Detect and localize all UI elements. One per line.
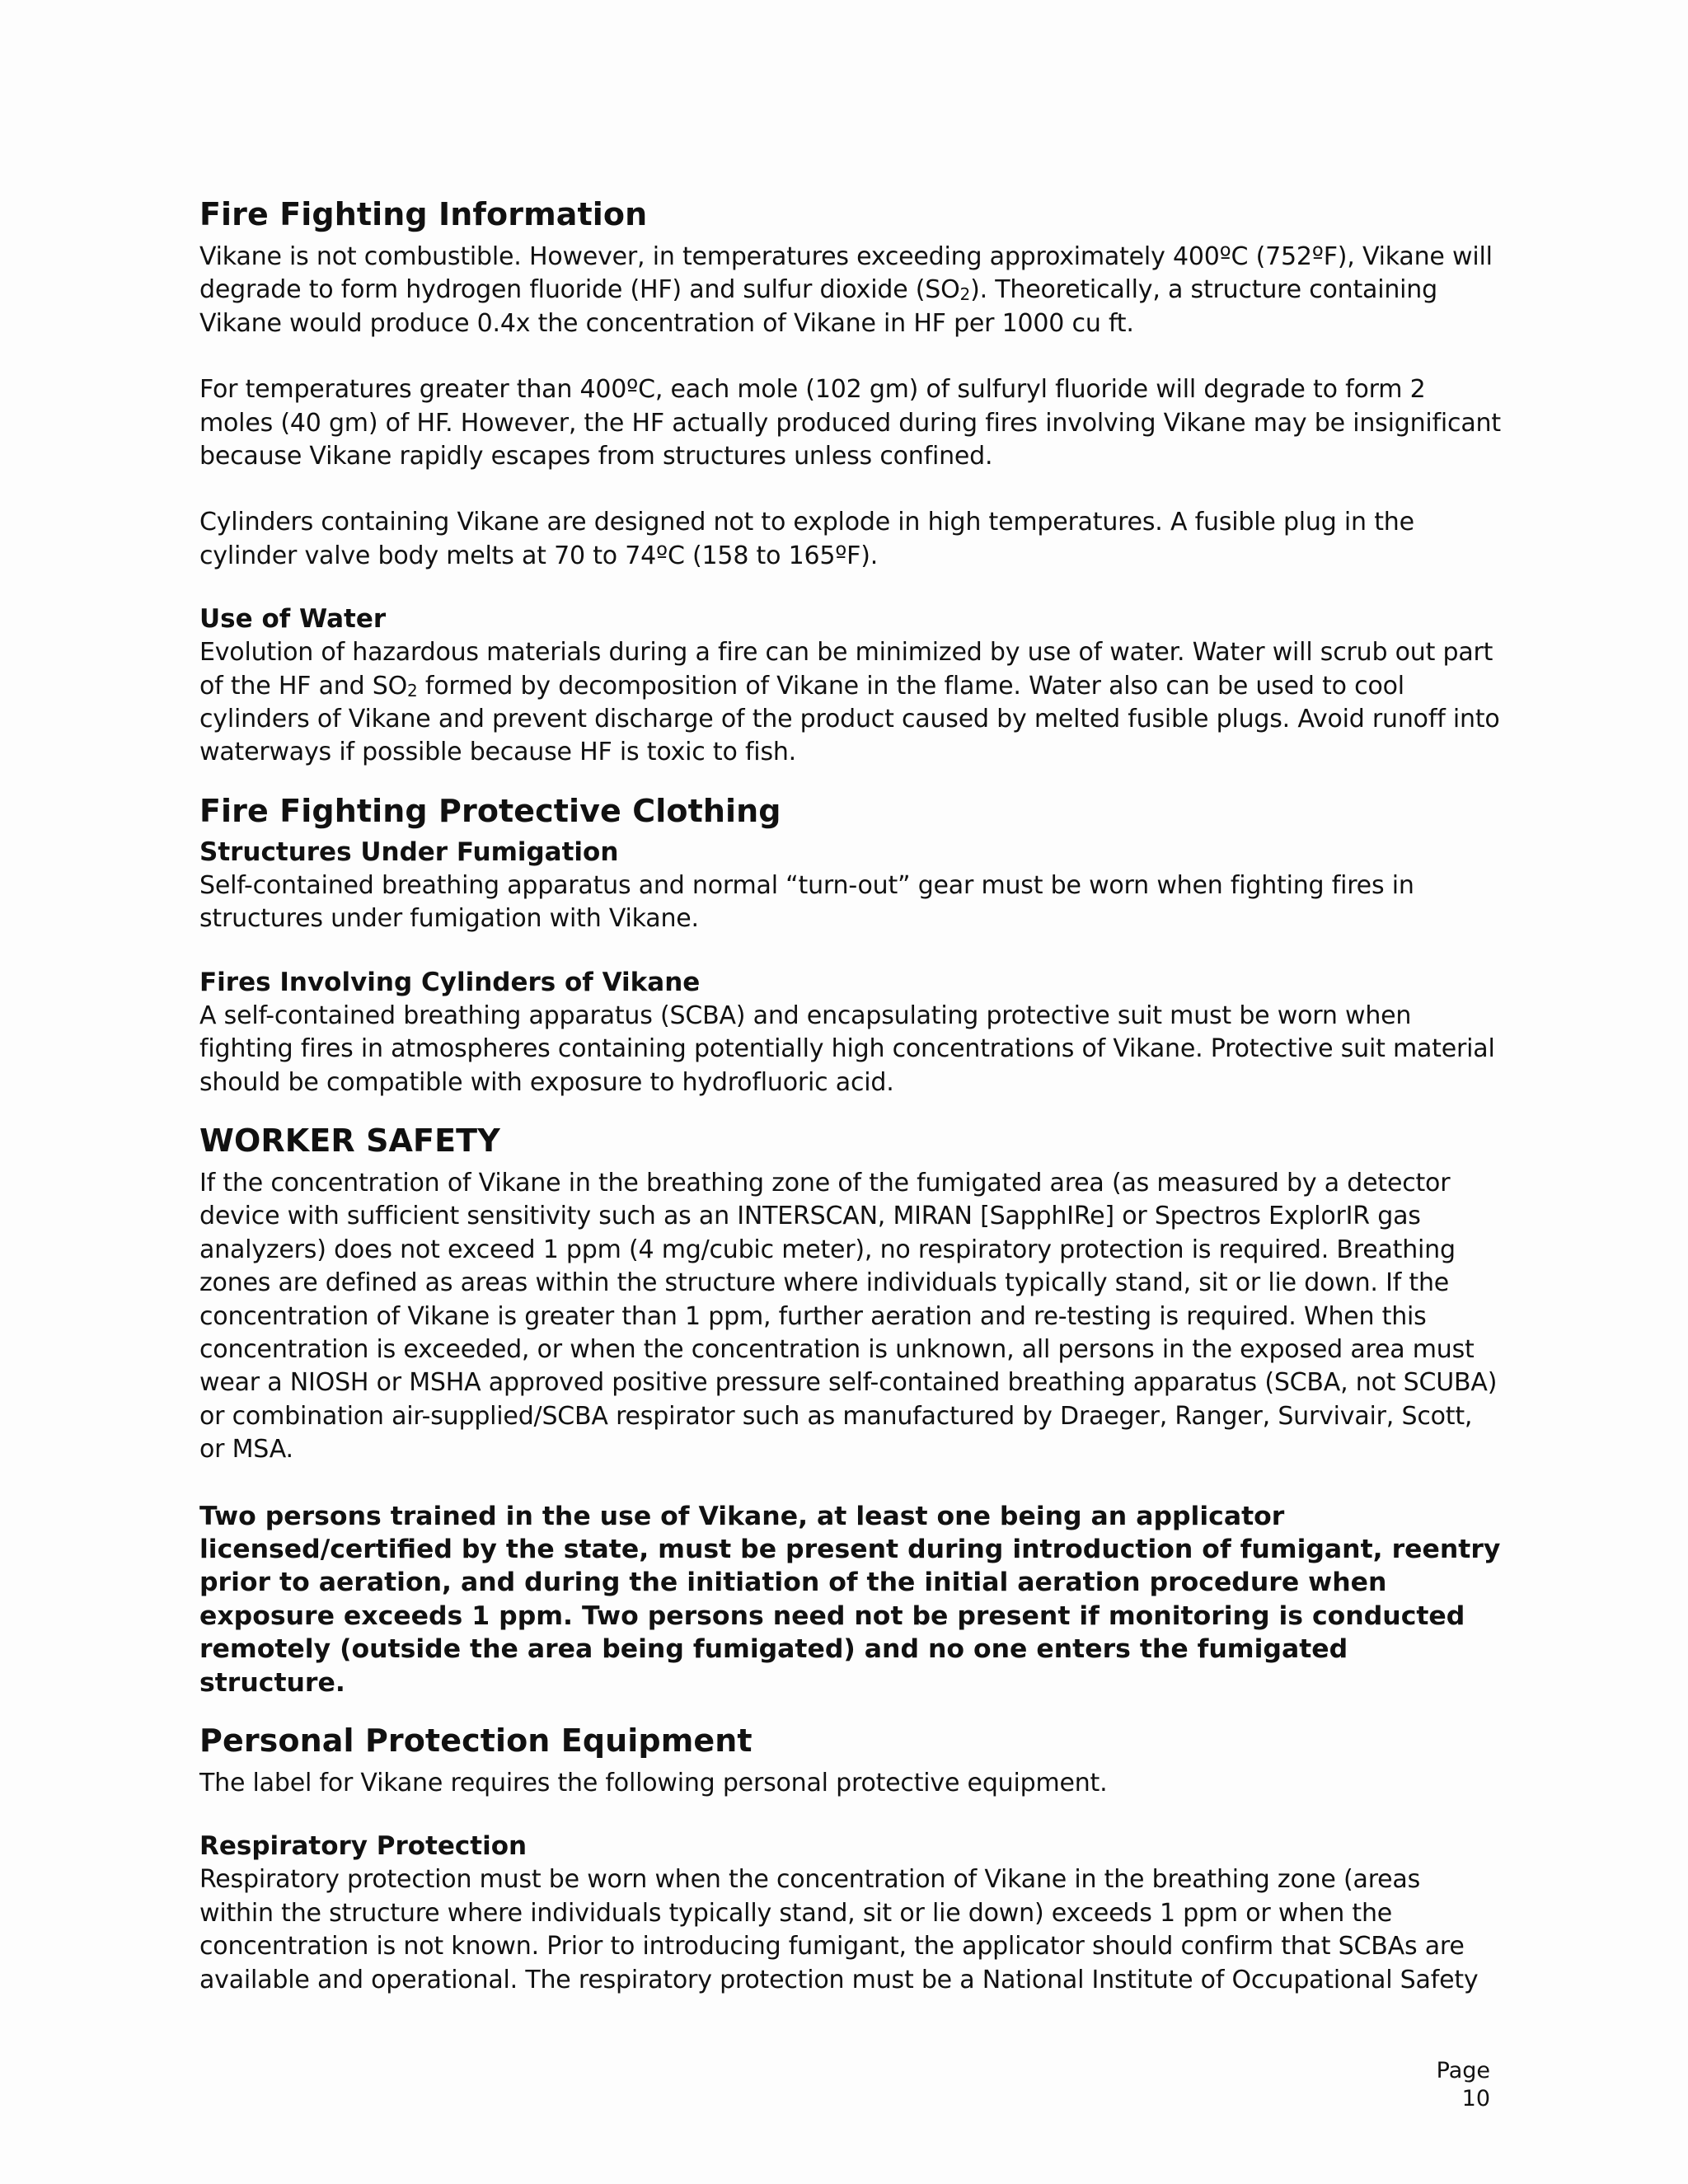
use-of-water-heading: Use of Water xyxy=(199,604,387,635)
structures-under-fumigation-heading: Structures Under Fumigation xyxy=(199,837,619,867)
fire-fighting-paragraph-1: Vikane is not combustible. However, in temperatures exceeding approximately 400ºC (752ºF), Vikane will degrade to form hydrogen fluoride (HF) and sulfur dioxide $(SO_2)$. Theoretically, a structure containing Vikane would produce 0.4x the concentration of Vikane in HF per 1000 cu ft. xyxy=(199,242,1493,338)
protective-clothing-heading: Fire Fighting Protective Clothing xyxy=(199,792,781,829)
ppe-heading: Personal Protection Equipment xyxy=(199,1722,753,1759)
fire-fighting-paragraph-2: For temperatures greater than 400ºC, each mole (102 gm) of sulfuryl fluoride will degrade to form 2 moles (40 gm) of HF. However, the HF actually produced during fires involving Vikane may be insignificant because Vikane rapidly escapes from structures unless confined. xyxy=(199,375,1501,471)
structures-under-fumigation-text: Self-contained breathing apparatus and normal “turn-out” gear must be worn when fighting fires in structures under fumigation with Vikane. xyxy=(199,870,1414,934)
use-of-water-paragraph: Evolution of hazardous materials during a fire can be minimized by use of water. Water will scrub out part of the HF and $SO_2$ formed by decomposition of Vikane in the flame. Water also can be used to cool cylinders of Vikane and prevent discharge of the product caused by melted fusible plugs. Avoid runoff into waterways if possible because HF is toxic to fish. xyxy=(199,638,1500,767)
fire-fighting-heading: Fire Fighting Information xyxy=(199,196,648,232)
respiratory-protection-heading: Respiratory Protection xyxy=(199,1831,528,1862)
fires-involving-cylinders-heading: Fires Involving Cylinders of Vikane xyxy=(199,967,701,997)
fires-involving-cylinders-text: A self-contained breathing apparatus (SCBA) and encapsulating protective suit must be worn when fighting fires in atmospheres containing potentially high concentrations of Vikane. Protective suit material should be compatible with exposure to hydrofluoric acid. xyxy=(199,1001,1495,1097)
fire-fighting-paragraph-3: Cylinders containing Vikane are designed not to explode in high temperatures. A fusible plug in the cylinder valve body melts at 70 to 74ºC (158 to 165ºF). xyxy=(199,508,1414,570)
document-page xyxy=(199,191,1502,1997)
page-number: Page 10 xyxy=(1436,2058,1490,2111)
worker-safety-bold-paragraph: Two persons trained in the use of Vikane, at least one being an applicator licensed/certified by the state, must be present during introduction of fumigant, reentry prior to aeration, and during the initiation of the initial aeration procedure when exposure exceeds 1 ppm. Two persons need not be present if monitoring is conducted remotely (outside the area being fumigated) and no one enters the fumigated structure. xyxy=(199,1501,1501,1698)
worker-safety-paragraph: If the concentration of Vikane in the breathing zone of the fumigated area (as measured by a detector device with sufficient sensitivity such as an INTERSCAN, MIRAN [SapphIRe] or Spectros ExplorIR gas analyzers) does not exceed 1 ppm (4 mg/cubic meter), no respiratory protection is required. Breathing zones are defined as areas within the structure where individuals typically stand, sit or lie down. If the concentration of Vikane is greater than 1 ppm, further aeration and re-testing is required. When this concentration is exceeded, or when the concentration is unknown, all persons in the exposed area must wear a NIOSH or MSHA approved positive pressure self-contained breathing apparatus (SCBA, not SCUBA) or combination air-supplied/SCBA respirator such as manufactured by Draeger, Ranger, Survivair, Scott, or MSA. xyxy=(199,1168,1498,1465)
ppe-intro: The label for Vikane requires the following personal protective equipment. xyxy=(199,1769,1108,1797)
respiratory-protection-text: Respiratory protection must be worn when the concentration of Vikane in the breathing zone (areas within the structure where individuals typically stand, sit or lie down) exceeds 1 ppm or when the concentration is not known. Prior to introducing fumigant, the applicator should confirm that SCBAs are available and operational. The respiratory protection must be a National Institute of Occupational Safety xyxy=(199,1865,1479,1994)
worker-safety-heading: WORKER SAFETY xyxy=(199,1122,500,1159)
